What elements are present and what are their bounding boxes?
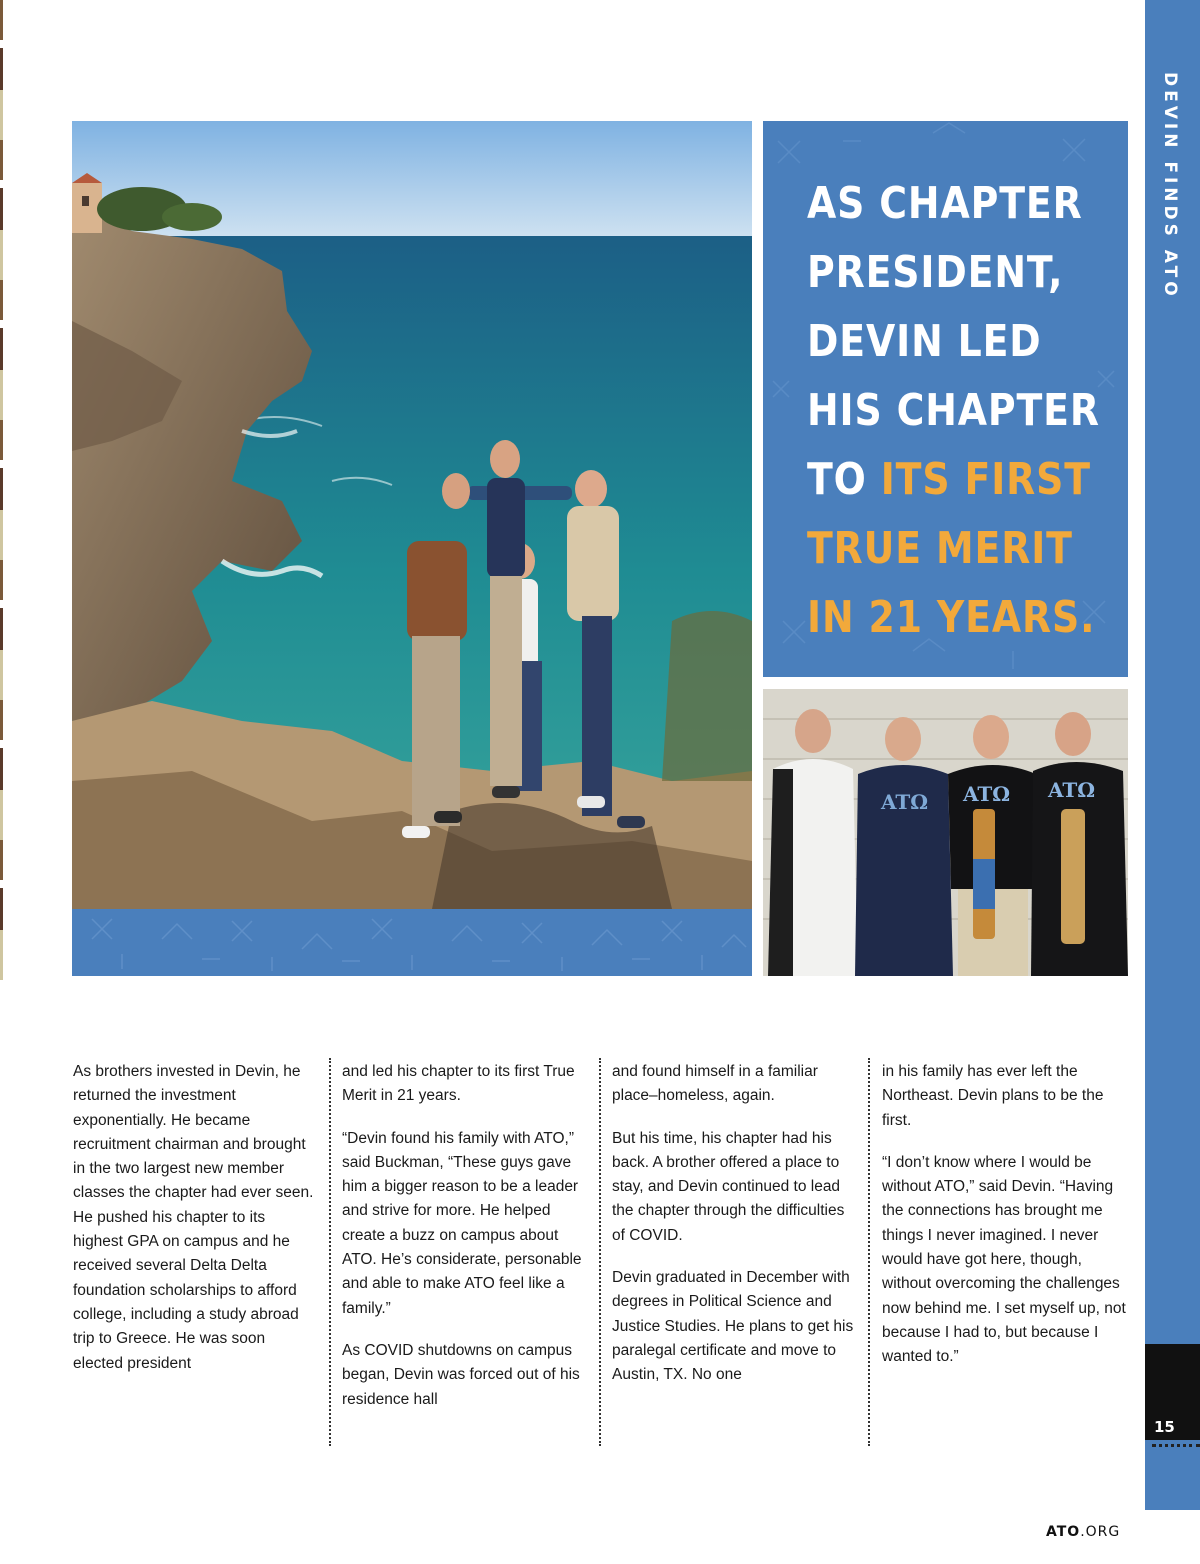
article-column-4 — [882, 1060, 1127, 1388]
photo-pattern-strip — [72, 909, 752, 976]
article-paragraph: Devin graduated in December with degrees in Political Science and Justice Studies. He plans to get his paralegal certificate and move to Austin, TX. No one — [612, 1269, 854, 1384]
brothers-group-photo — [763, 689, 1128, 976]
sweatshirt-letters: ATΩ — [1048, 778, 1096, 802]
section-title: DEVIN FINDS ATO — [1160, 72, 1180, 300]
column-divider — [329, 1058, 331, 1446]
article-column-3 — [612, 1060, 857, 1406]
article-column-1 — [73, 1060, 318, 1394]
coastal-cliff-photo — [72, 121, 752, 909]
article-paragraph: As COVID shutdowns on campus began, Devin was forced out of his residence hall — [342, 1341, 580, 1408]
article-paragraph: But his time, his chapter had his back. A brother offered a place to stay, and Devin continued to lead the chapter through the difficulties of COVID. — [612, 1129, 845, 1244]
article-paragraph: and found himself in a familiar place–homeless, again. — [612, 1063, 818, 1105]
article-paragraph: and led his chapter to its first True Merit in 21 years. — [342, 1063, 575, 1105]
quote-line: AS CHAPTER — [807, 178, 1083, 229]
quote-line: DEVIN LED — [807, 316, 1042, 367]
article-paragraph: As brothers invested in Devin, he returned the investment exponentially. He became recruitment chairman and brought in the two largest new member classes the chapter had ever seen. He pushed his chapter to its highest GPA on campus and he received several Delta Delta foundation scholarships to afford college, including a study abroad trip to Greece. He was soon elected president — [73, 1063, 314, 1372]
article-paragraph: “Devin found his family with ATO,” said Buckman, “These guys gave him a bigger reason to be a leader and strive for more. He helped create a buzz on campus about ATO. He’s considerate, personable and able to make ATO feel like a family.” — [342, 1129, 582, 1317]
left-page-edge — [0, 0, 3, 980]
footer-logo-rest: .ORG — [1080, 1524, 1121, 1540]
footer-logo-bold: ATO — [1046, 1524, 1081, 1540]
footer-site-logo[interactable] — [1046, 1524, 1120, 1540]
article-paragraph: in his family has ever left the Northeast. Devin plans to be the first. — [882, 1063, 1104, 1129]
column-divider — [868, 1058, 870, 1446]
quote-highlight: IN 21 YEARS. — [807, 592, 1096, 643]
quote-line: PRESIDENT, — [807, 247, 1064, 298]
column-divider — [599, 1058, 601, 1446]
quote-fragment: TO — [807, 454, 881, 505]
quote-line: HIS CHAPTER — [807, 385, 1100, 436]
pull-quote-box — [763, 121, 1128, 677]
pull-quote-text — [807, 169, 1100, 652]
article-paragraph: “I don’t know where I would be without ATO,” said Devin. “Having the connections has brought me things I never imagined. I never would have got here, though, without overcoming the challenges now behind me. I set myself up, not because I had to, but because I wanted to.” — [882, 1153, 1126, 1366]
quote-line — [807, 445, 1091, 514]
sweatshirt-letters: ATΩ — [963, 782, 1011, 806]
sweatshirt-letters: ATΩ — [881, 790, 929, 814]
article-column-2 — [342, 1060, 587, 1430]
page-number: 15 — [1154, 1418, 1175, 1436]
quote-highlight: TRUE MERIT — [807, 523, 1073, 574]
quote-highlight: ITS FIRST — [880, 454, 1091, 505]
page-number-dots — [1152, 1444, 1200, 1447]
